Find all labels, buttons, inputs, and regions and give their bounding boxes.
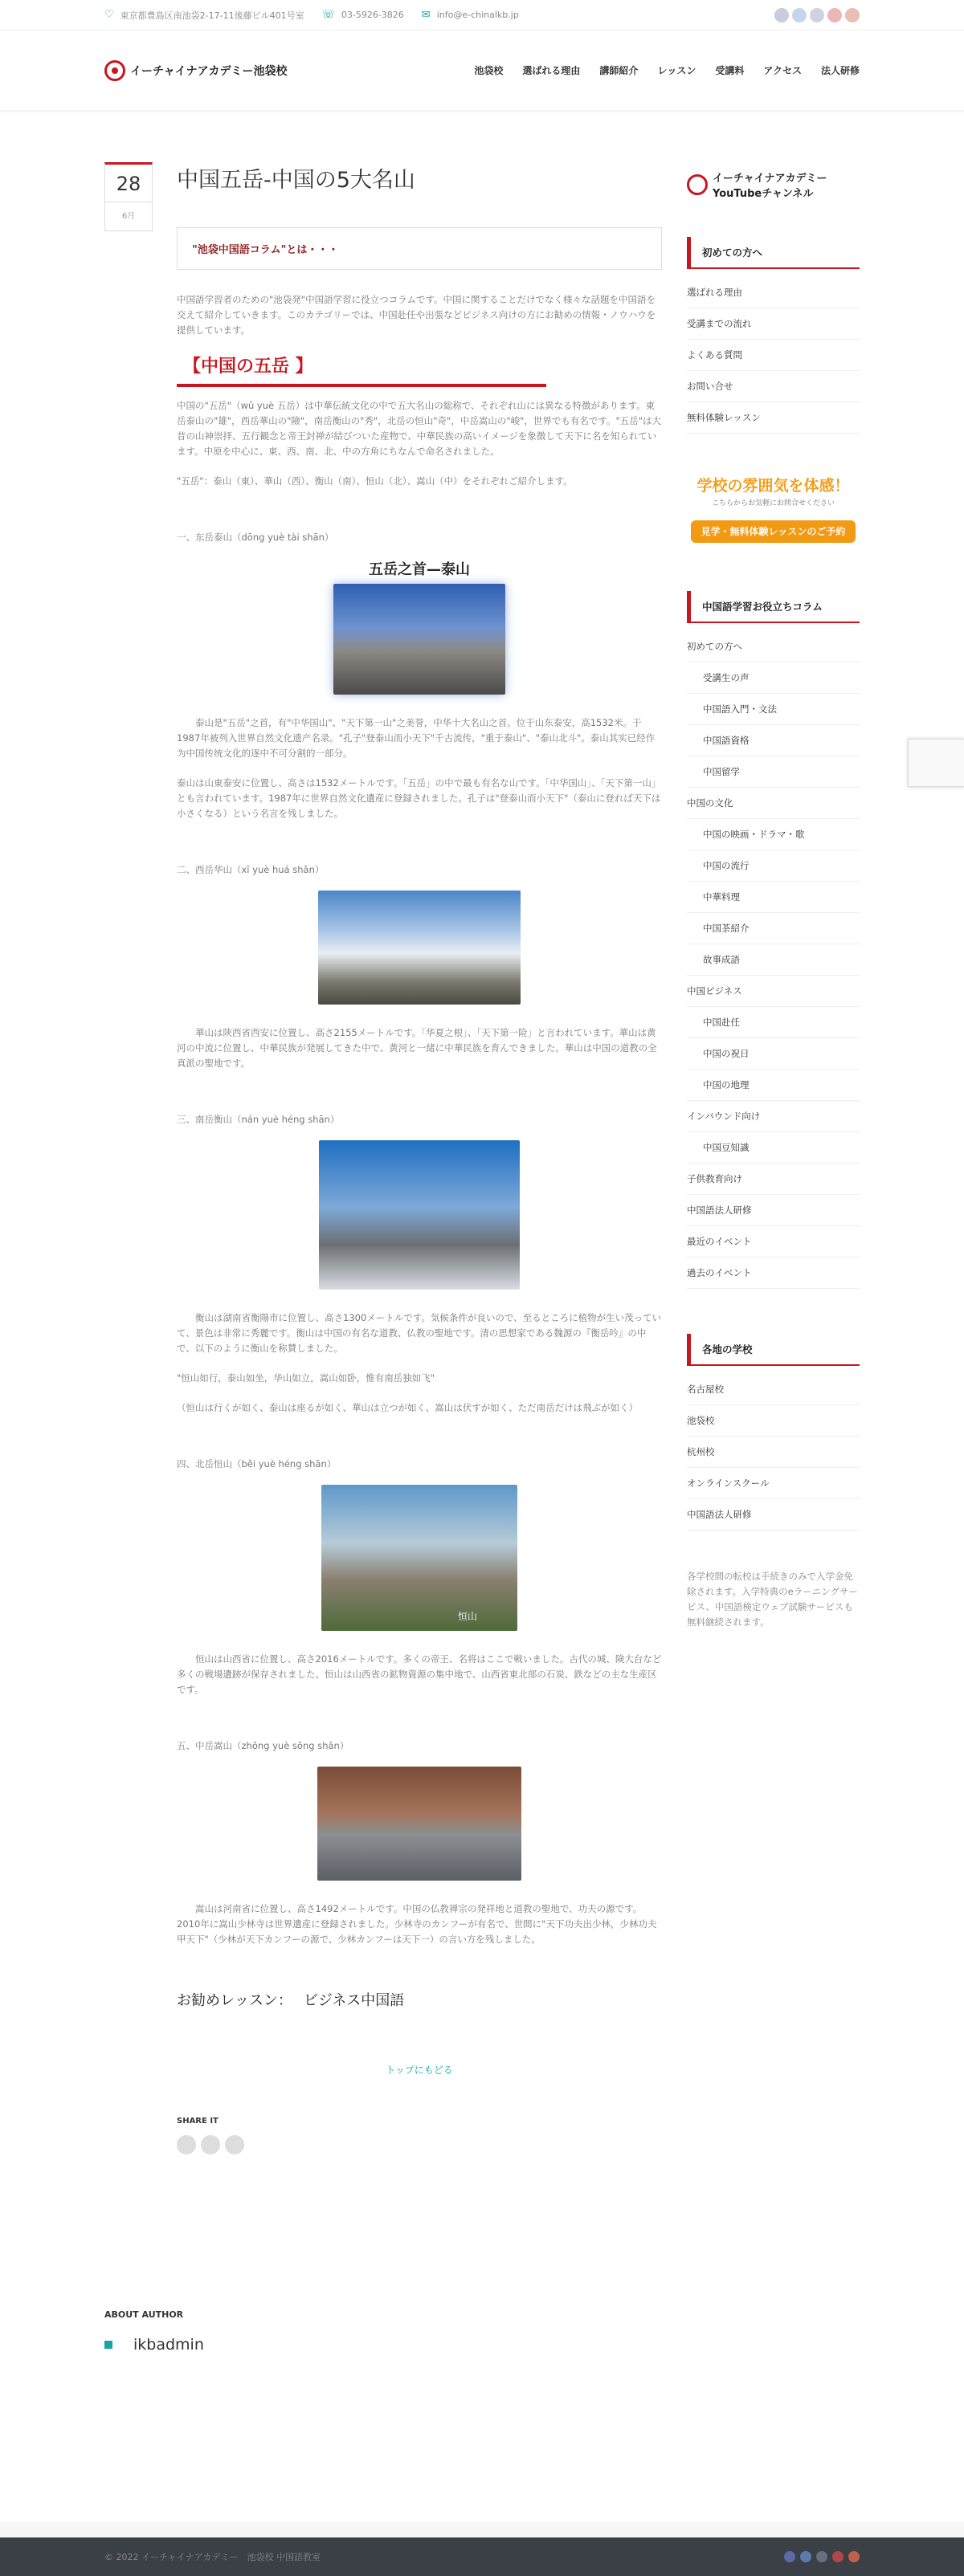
sidebar-link[interactable]: 中国語法人研修 <box>687 1499 860 1531</box>
sidebar-link[interactable]: 最近のイベント <box>687 1226 860 1257</box>
youtube-text: イーチャイナアカデミー YouTubeチャンネル <box>713 172 827 200</box>
first-time-list <box>687 277 860 434</box>
image-label: 恒山 <box>457 1611 477 1622</box>
logo-mark-icon <box>104 60 125 81</box>
trial-promo[interactable] <box>687 474 860 546</box>
nav-ikebukuro[interactable]: 池袋校 <box>474 65 504 76</box>
sidebar-link[interactable]: 受講生の声 <box>687 662 860 694</box>
twitter-icon[interactable] <box>792 8 807 22</box>
sidebar-link[interactable]: 中国の地理 <box>687 1070 860 1101</box>
section-title-huashan: 二、西岳华山（xī yuè huá shān） <box>177 864 325 875</box>
sidebar-link[interactable]: 選ばれる理由 <box>687 277 860 308</box>
nav-lessons[interactable]: レッスン <box>657 65 696 76</box>
taishan-image <box>333 584 505 695</box>
section-title-songshan: 五、中岳嵩山（zhōng yuè sōng shān） <box>177 1740 349 1751</box>
paragraph: "五岳"：泰山（東）、華山（西）、衡山（南）、恒山（北）、嵩山（中）をそれぞれご紹介します。 <box>177 475 573 487</box>
top-bar <box>0 0 964 31</box>
sidebar-link[interactable]: 中国の文化 <box>687 788 860 819</box>
recommended-lesson <box>177 1989 662 2010</box>
widget-title-first-time: 初めての方へ <box>687 237 860 269</box>
share-heading: SHARE IT <box>177 2117 219 2126</box>
phone-icon: ☏ <box>321 9 335 21</box>
sidebar-link[interactable]: 無料体験レッスン <box>687 402 860 434</box>
paragraph: 華山は陝西省西安に位置し、高さ2155メートルです。「华夏之根」、「天下第一险」と言われています。華山は黄河の中流に位置し、中華民族が発展してきた中で、黄河と一緒に中華民族を育んできました。華山は中国の道教の全真派の聖地です。 <box>177 1027 657 1069</box>
paragraph: 泰山是"五岳"之首，有"中华国山"、"天下第一山"之美誉，中华十大名山之首。位于山东泰安，高1532米。于1987年被列入世界自然文化遗产名录。"孔子"登泰山而小天下"千古流传，"重于泰山"、"泰山北斗"。泰山其实已经作为中国传统文化的逐中不可分割的一部分。 <box>177 717 656 759</box>
heart-icon: ♡ <box>104 9 114 21</box>
sidebar-link[interactable]: 受講までの流れ <box>687 308 860 340</box>
facebook-share-icon[interactable] <box>177 2135 196 2154</box>
post-content <box>177 162 662 2154</box>
sidebar <box>687 162 860 1630</box>
post-month: 6月 <box>121 212 136 221</box>
back-to-top-link[interactable]: トップにもどる <box>386 2064 453 2076</box>
mail-icon: ✉ <box>421 9 431 21</box>
sidebar-link[interactable]: 中国ビジネス <box>687 976 860 1007</box>
about-author <box>104 2309 827 2354</box>
sidebar-link[interactable]: 中国茶紹介 <box>687 913 860 944</box>
sidebar-link[interactable]: 中国の流行 <box>687 850 860 882</box>
youtube-icon[interactable] <box>827 8 842 22</box>
youtube-icon[interactable] <box>832 2551 844 2562</box>
instagram-icon[interactable] <box>810 8 824 22</box>
pinterest-share-icon[interactable] <box>225 2135 244 2154</box>
recaptcha-badge[interactable] <box>908 739 964 787</box>
email-text[interactable]: info@e-chinalkb.jp <box>436 10 519 20</box>
copyright-text: © 2022 イーチャイナアカデミー 池袋校 中国語教室 <box>104 2552 321 2562</box>
column-box: "池袋中国語コラム"とは・・・ <box>177 227 662 270</box>
paragraph: （恒山は行くが如く、泰山は座るが如く、華山は立つが如く、嵩山は伏すが如く、ただ南岳だけは飛ぶが如く） <box>177 1402 639 1413</box>
paragraph: 中国の"五岳"（wǔ yuè 五岳）は中華伝統文化の中で五大名山の総称で、それぞれ山には異なる特徴があります。東岳泰山の"雄"，西岳華山の"險"，南岳衡山の"秀"，北岳の恒山"奇"，中岳嵩山の"峻"，世界でも有名です。"五岳"は大昔の山神崇拝、五行観念と帝王封禅が結びついた産物で、中華民族の高いイメージを象徴して天下に名を知られています。中原を中心に、東、西、南、北、中の方角にちなんで命名されました。 <box>177 400 662 457</box>
site-footer <box>0 2537 964 2576</box>
sidebar-link[interactable]: 中国の映画・ドラマ・歌 <box>687 819 860 850</box>
social-links <box>774 8 860 22</box>
sidebar-link[interactable]: 中国語入門・文法 <box>687 694 860 725</box>
nav-fees[interactable]: 受講料 <box>715 65 745 76</box>
sidebar-link[interactable]: 中国赴任 <box>687 1007 860 1038</box>
section-title-hengshan-south: 三、南岳衡山（nán yuè héng shān） <box>177 1114 340 1125</box>
paragraph: 泰山は山東泰安に位置し、高さは1532メートルです。「五岳」の中で最も有名な山です。「中华国山」、「天下第一山」とも言われています。1987年に世界自然文化遺産に登録されました。孔子は"登泰山而小天下"（泰山に登れば天下は小さくなる）という名言を残しました。 <box>177 777 661 819</box>
rec-label: お勧めレッスン： <box>177 1992 292 2009</box>
widget-title-schools: 各地の学校 <box>687 1334 860 1366</box>
logo-text: イーチャイナアカデミー池袋校 <box>130 64 288 78</box>
paragraph: 衡山は湖南省衡陽市に位置し、高さ1300メートルです。気候条件が良いので、至るところに植物が生い茂っていて、景色は非常に秀麗です。衡山は中国の有名な道教、仏教の聖地です。清の思想家である魏源の『衡岳吟』の中で、以下のように衡山を称賛しました。 <box>177 1312 662 1354</box>
nav-teachers[interactable]: 講師紹介 <box>599 65 639 76</box>
facebook-icon[interactable] <box>784 2551 795 2562</box>
main-area <box>0 112 964 2521</box>
phone-text[interactable]: 03-5926-3826 <box>341 10 404 20</box>
sidebar-link[interactable]: オンラインスクール <box>687 1468 860 1499</box>
section-title-hengshan-north: 四、北岳恒山（běi yuè héng shān） <box>177 1458 337 1469</box>
phone-item[interactable] <box>322 9 404 21</box>
transfer-note: 各学校間の転校は手続きのみで入学金免除されます。入学特典のeラーニングサービス、中国語検定ウェブ試験サービスも無料継続されます。 <box>687 1571 858 1628</box>
address-text: 東京都豊島区南池袋2-17-11後藤ビル401号室 <box>120 10 304 21</box>
sidebar-link[interactable]: 故事成語 <box>687 944 860 976</box>
sidebar-link[interactable]: 中華料理 <box>687 882 860 913</box>
instagram-icon[interactable] <box>816 2551 827 2562</box>
sidebar-link[interactable]: 名古屋校 <box>687 1374 860 1405</box>
schools-list <box>687 1374 860 1531</box>
image-caption: 五岳之首—泰山 <box>369 561 470 578</box>
footer-social-links <box>784 2551 860 2562</box>
sidebar-link[interactable]: インバウンド向け <box>687 1101 860 1132</box>
rec-link[interactable]: ビジネス中国語 <box>303 1992 405 2009</box>
paragraph: 嵩山は河南省に位置し、高さ1492メートルです。中国の仏教禅宗の発祥地と道教の聖地で、功夫の源です。2010年に嵩山少林寺は世界遺産に登録されました。少林寺のカンフーが有名で、世間に"天下功夫出少林，少林功夫甲天下"（少林が天下カンフーの源で、少林カンフーは天下一）の言い方を残しました。 <box>177 1903 657 1945</box>
nav-access[interactable]: アクセス <box>763 65 802 76</box>
section-heading: 【中国の五岳 】 <box>183 357 313 377</box>
line-icon[interactable] <box>845 8 860 22</box>
sidebar-link[interactable]: 池袋校 <box>687 1405 860 1437</box>
sidebar-link[interactable]: 中国語法人研修 <box>687 1195 860 1226</box>
intro-text: 中国語学習者のための"池袋発"中国語学習に役立つコラムです。中国に関することだけでなく様々な話題を中国語を交えて紹介していきます。このカテゴリーでは、中国赴任や出張などビジネス向けの方にお勧めの情報・ノウハウを提供しています。 <box>177 294 656 336</box>
sidebar-link[interactable]: 初めての方へ <box>687 631 860 662</box>
nav-corporate[interactable]: 法人研修 <box>820 65 860 76</box>
sidebar-link[interactable]: 杭州校 <box>687 1437 860 1468</box>
sidebar-link[interactable]: 中国語資格 <box>687 725 860 756</box>
share-buttons <box>177 2135 662 2154</box>
sidebar-link[interactable]: 中国豆知識 <box>687 1132 860 1164</box>
sidebar-link[interactable]: 過去のイベント <box>687 1257 860 1289</box>
nav-reasons[interactable]: 選ばれる理由 <box>522 65 581 76</box>
address-item <box>104 9 304 22</box>
hengshan-north-image <box>321 1485 517 1631</box>
reserve-button[interactable]: 見学・無料体験レッスンのご予約 <box>691 520 856 543</box>
widget-title-columns: 中国語学習お役立ちコラム <box>687 591 860 623</box>
facebook-icon[interactable] <box>774 8 789 22</box>
logo-mark-icon <box>687 174 708 195</box>
sidebar-link[interactable]: よくある質問 <box>687 340 860 371</box>
promo-subtitle: こちらからお気軽にお問合せください <box>711 499 835 507</box>
site-logo[interactable] <box>104 60 287 81</box>
quote-text: "恒山如行，泰山如坐，华山如立，嵩山如卧，惟有南岳独如飞" <box>177 1372 435 1384</box>
sidebar-link[interactable]: お問い合せ <box>687 371 860 402</box>
page-title: 中国五岳-中国の5大名山 <box>177 168 415 193</box>
site-header <box>0 31 964 111</box>
promo-title: 学校の雰囲気を体感！ <box>696 477 850 495</box>
youtube-banner[interactable] <box>687 162 860 206</box>
post-day: 28 <box>105 173 152 202</box>
email-item[interactable] <box>422 9 519 21</box>
author-heading: ABOUT AUTHOR <box>104 2309 184 2320</box>
heading-underline <box>177 384 546 387</box>
sidebar-link[interactable]: 中国の祝日 <box>687 1038 860 1070</box>
author-name[interactable]: ikbadmin <box>133 2336 204 2354</box>
section-title-taishan: 一、东岳泰山（dōng yuè tài shān） <box>177 532 334 543</box>
column-category-list <box>687 631 860 1289</box>
sidebar-link[interactable]: 子供教育向け <box>687 1164 860 1195</box>
author-avatar <box>104 2341 112 2349</box>
huashan-image <box>318 891 521 1005</box>
hengshan-south-image <box>319 1140 520 1290</box>
sidebar-link[interactable]: 中国留学 <box>687 756 860 788</box>
post-date <box>104 162 153 231</box>
line-icon[interactable] <box>848 2551 860 2562</box>
twitter-icon[interactable] <box>800 2551 811 2562</box>
songshan-image <box>317 1767 521 1881</box>
twitter-share-icon[interactable] <box>201 2135 220 2154</box>
main-nav <box>474 63 860 77</box>
paragraph: 恒山は山西省に位置し、高さ2016メートルです。多くの帝王、名将はここで戦いました。古代の城、険大台など多くの戦場遺跡が保存されました。恒山は山西省の鉱物資源の集中地で、山西省東北部の石炭、鉄などの主な生産区です。 <box>177 1653 662 1695</box>
